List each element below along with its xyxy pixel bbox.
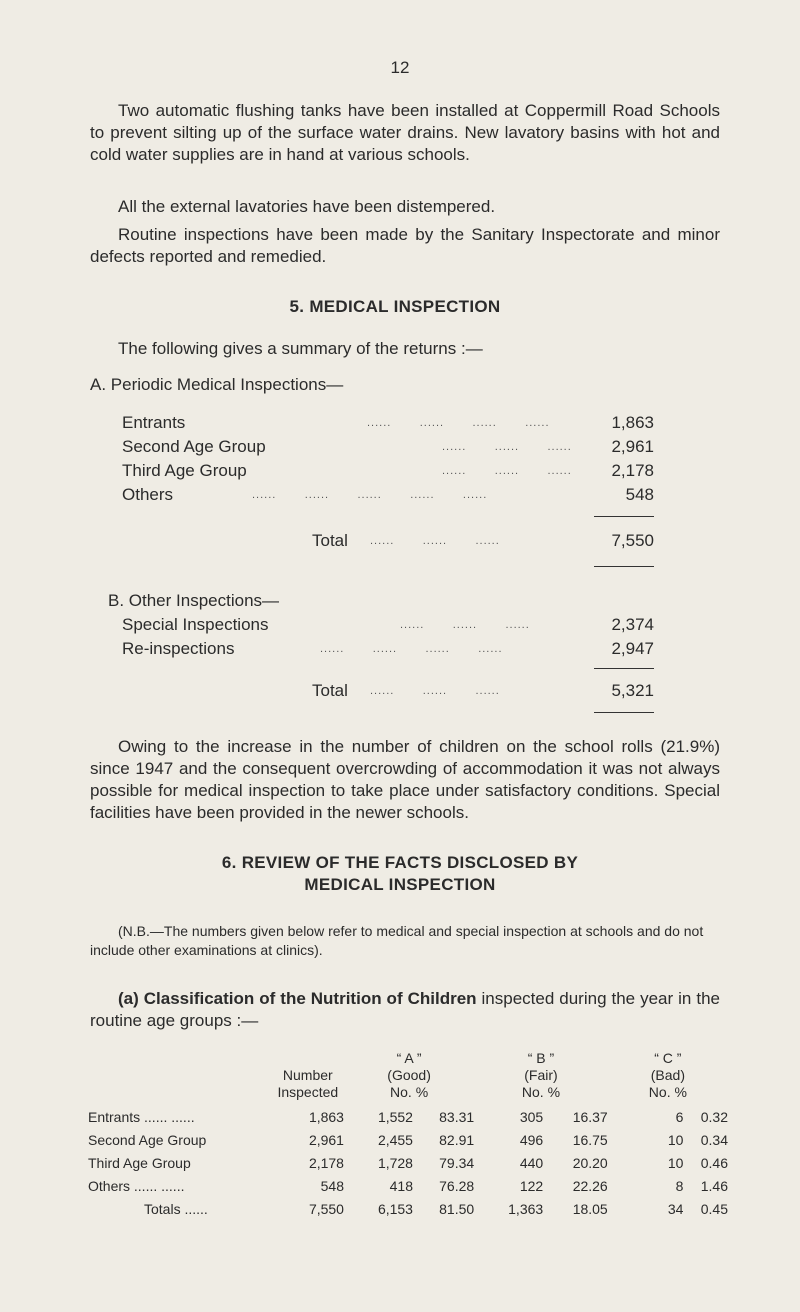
table-row (88, 1174, 728, 1197)
leader-dots: ...... ...... ...... (400, 619, 530, 631)
intro-paragraph-2: All the external lavatories have been distempered. (118, 197, 496, 216)
leader-dots: ...... ...... ...... ...... (320, 643, 503, 655)
section-b-heading (108, 590, 708, 612)
table-row (88, 1128, 728, 1151)
cell-b-no: 305 (519, 1108, 544, 1125)
cell-a-pct: 83.31 (439, 1108, 475, 1125)
header-text: No. % (521, 1084, 561, 1100)
list-item (122, 460, 654, 482)
cell-inspected: 1,863 (308, 1108, 344, 1125)
nutrition-subheading (90, 988, 720, 1032)
cell-a-pct: 82.91 (439, 1131, 475, 1148)
leader-dots: ...... ...... ...... (442, 441, 572, 453)
row-label: Totals ...... (144, 1200, 208, 1217)
closing-paragraph: Owing to the increase in the number of children on the school rolls (21.9%) since 1947 and the consequent overcrowding of accommodation it was not always possible for medical inspection to take place under satisfactory conditions. Special facilities have been provided in the newer schools. (90, 737, 720, 822)
cell-b-no: 1,363 (508, 1200, 544, 1217)
intro-paragraph-1: Two automatic flushing tanks have been installed at Coppermill Road Schools to prevent silting up of the surface water drains. New lavatory basins with hot and cold water supplies are in hand at various schools. (90, 101, 720, 164)
cell-inspected: 7,550 (308, 1200, 344, 1217)
subtotal-rule (594, 516, 654, 517)
header-text: (Good) (387, 1067, 431, 1083)
header-text: “ A ” (396, 1050, 422, 1066)
section-b-total-row (122, 680, 654, 702)
section-5-heading: 5. MEDICAL INSPECTION (289, 297, 501, 316)
header-c (608, 1050, 728, 1101)
total-label: Total (312, 681, 348, 700)
intro-paragraph-3: Routine inspections have been made by the Sanitary Inspectorate and minor defects reported and remedied. (90, 225, 720, 266)
cell-inspected: 2,178 (308, 1154, 344, 1171)
summary-lead: The following gives a summary of the returns :— (118, 339, 483, 358)
item-label: Others (122, 485, 174, 504)
item-label: Entrants (122, 413, 186, 432)
total-label: Total (312, 531, 348, 550)
cell-c-no: 34 (667, 1200, 684, 1217)
cell-b-pct: 22.26 (572, 1177, 608, 1194)
list-item (122, 638, 654, 660)
leader-dots: ...... ...... ...... ...... ...... (252, 489, 488, 501)
cell-a-pct: 81.50 (439, 1200, 475, 1217)
header-b (474, 1050, 608, 1101)
item-value: 1,863 (611, 413, 654, 432)
section-a-label: A. Periodic Medical Inspections— (90, 375, 344, 394)
header-text: “ C ” (654, 1050, 682, 1066)
cell-a-no: 2,455 (377, 1131, 413, 1148)
cell-c-no: 8 (675, 1177, 684, 1194)
item-value: 2,374 (611, 615, 654, 634)
cell-b-no: 496 (519, 1131, 544, 1148)
cell-c-pct: 0.34 (700, 1131, 728, 1148)
cell-a-no: 1,728 (377, 1154, 413, 1171)
row-label: Entrants ...... ...... (88, 1108, 195, 1125)
table-totals-row (88, 1197, 728, 1220)
header-number (272, 1050, 344, 1101)
list-item (122, 412, 654, 434)
section-b-label: B. Other Inspections— (108, 591, 280, 610)
cell-a-pct: 79.34 (439, 1154, 475, 1171)
cell-b-pct: 16.75 (572, 1131, 608, 1148)
cell-c-no: 6 (675, 1108, 684, 1125)
header-text: “ B ” (527, 1050, 555, 1066)
total-rule (594, 712, 654, 713)
item-label: Special Inspections (122, 615, 269, 634)
leader-dots: ...... ...... ...... ...... (367, 417, 550, 429)
header-text: Inspected (277, 1083, 339, 1100)
cell-b-no: 440 (519, 1154, 544, 1171)
header-text: (Bad) (650, 1067, 685, 1083)
cell-a-no: 418 (389, 1177, 413, 1194)
cell-c-no: 10 (667, 1131, 684, 1148)
subheading-bold: (a) Classification of the Nutrition of Children (118, 989, 477, 1008)
total-value: 5,321 (611, 681, 654, 700)
cell-b-no: 122 (519, 1177, 544, 1194)
cell-b-pct: 20.20 (572, 1154, 608, 1171)
cell-c-pct: 0.45 (700, 1200, 728, 1217)
cell-b-pct: 18.05 (572, 1200, 608, 1217)
item-label: Re-inspections (122, 639, 235, 658)
table-header-row (88, 1050, 728, 1101)
cell-a-no: 1,552 (377, 1108, 413, 1125)
header-a (344, 1050, 474, 1101)
page-number: 12 (390, 58, 410, 77)
leader-dots: ...... ...... ...... (370, 535, 500, 547)
row-label: Others ...... ...... (88, 1177, 185, 1194)
cell-c-pct: 1.46 (700, 1177, 728, 1194)
item-label: Third Age Group (122, 461, 247, 480)
cell-a-pct: 76.28 (439, 1177, 475, 1194)
cell-c-pct: 0.46 (700, 1154, 728, 1171)
table-row (88, 1151, 728, 1174)
subheading-rest: inspected during the year in the routine age groups :— (90, 989, 720, 1030)
section-a-total-row (122, 530, 654, 552)
section-a-heading (90, 374, 690, 396)
nutrition-table (88, 1050, 728, 1220)
row-label: Second Age Group (88, 1131, 207, 1148)
list-item (122, 436, 654, 458)
cell-c-pct: 0.32 (700, 1108, 728, 1125)
item-value: 548 (625, 485, 654, 504)
row-label: Third Age Group (88, 1154, 191, 1171)
cell-c-no: 10 (667, 1154, 684, 1171)
leader-dots: ...... ...... ...... (370, 685, 500, 697)
header-text: Number (282, 1066, 333, 1083)
item-value: 2,178 (611, 461, 654, 480)
subtotal-rule (594, 668, 654, 669)
total-value: 7,550 (611, 531, 654, 550)
item-label: Second Age Group (122, 437, 266, 456)
list-item (122, 484, 654, 506)
nb-note: (N.B.—The numbers given below refer to medical and special inspection at schools and do not include other examinations at clinics). (90, 923, 704, 958)
item-value: 2,961 (611, 437, 654, 456)
table-row (88, 1105, 728, 1128)
cell-inspected: 548 (320, 1177, 344, 1194)
cell-b-pct: 16.37 (572, 1108, 608, 1125)
list-item (122, 614, 654, 636)
header-text: (Fair) (524, 1067, 558, 1083)
section-6-heading-line-2: MEDICAL INSPECTION (304, 875, 496, 894)
item-value: 2,947 (611, 639, 654, 658)
cell-a-no: 6,153 (377, 1200, 413, 1217)
cell-inspected: 2,961 (308, 1131, 344, 1148)
total-rule (594, 566, 654, 567)
section-6-heading-line-1: 6. REVIEW OF THE FACTS DISCLOSED BY (221, 853, 579, 872)
header-text: No. % (648, 1084, 687, 1100)
header-text: No. % (390, 1084, 429, 1100)
leader-dots: ...... ...... ...... (442, 465, 572, 477)
